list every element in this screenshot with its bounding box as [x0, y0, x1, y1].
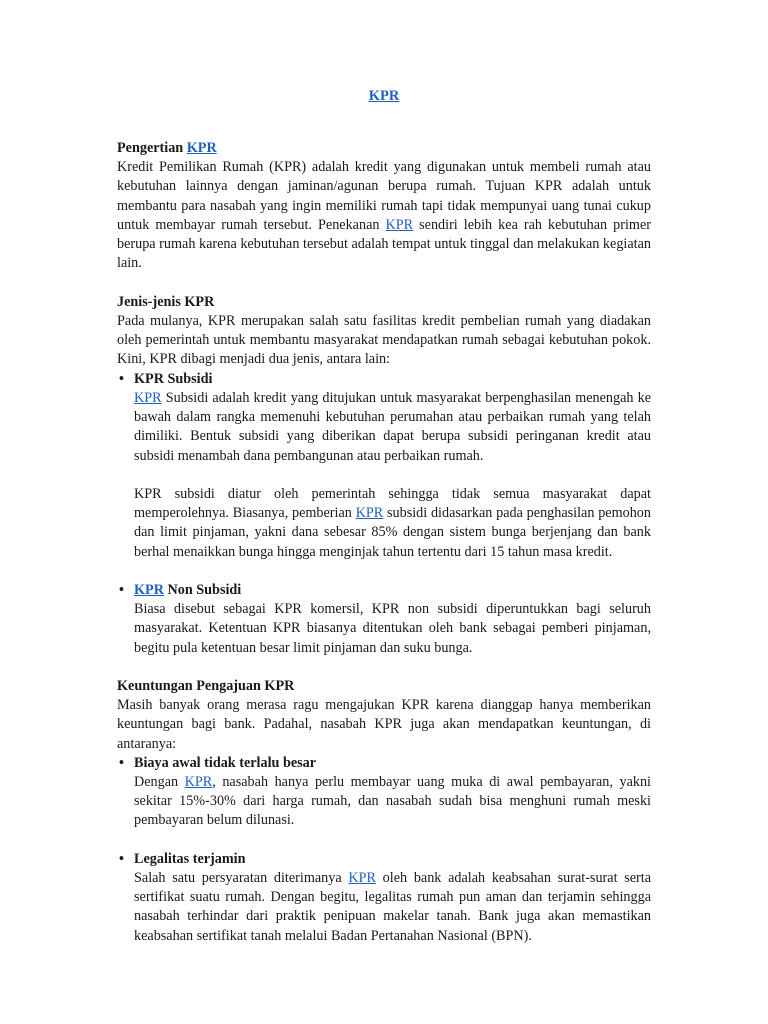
paragraph: [117, 158, 651, 274]
title-text: Non Subsidi: [163, 582, 242, 599]
list-item-body: [134, 389, 651, 562]
bullet-list: [117, 754, 651, 946]
paragraph-text: oleh bank adalah keabsahan surat-surat serta sertifikat suatu rumah. Dengan begitu, legalitas rumah pun aman dan terjamin sehingga nasabah terhindar dari praktik penipuan makelar tanah. Bank juga akan memastikan keabsahan sertifikat tanah melalui Badan Pertanahan Nasional (BPN).: [134, 869, 651, 944]
heading-text: Pengertian: [117, 140, 187, 156]
list-item-title: KPR Subsidi: [134, 370, 213, 387]
paragraph-text: Salah satu persyaratan diterimanya: [134, 869, 349, 886]
list-item-body: [134, 600, 651, 658]
kpr-link[interactable]: KPR: [184, 773, 213, 790]
bullet-icon: •: [119, 754, 124, 771]
paragraph-text: sendiri lebih kea rah kebutuhan primer berupa rumah karena kebutuhan tersebut adalah tempat untuk tinggal dan melakukan kegiatan lain.: [117, 216, 651, 272]
kpr-link[interactable]: KPR: [355, 505, 384, 522]
paragraph-text: Subsidi adalah kredit yang ditujukan untuk masyarakat berpenghasilan menengah ke bawah dalam rangka memenuhi kebutuhan perumahan atau perbaikan rumah yang telah dimiliki. Bentuk subsidi yang diberikan dapat berupa subsidi peringanan kredit atau subsidi menambah dana pembangunan atau perbaikan rumah.: [134, 389, 651, 464]
list-item-body: [134, 869, 651, 946]
document-page: [117, 86, 651, 965]
kpr-link[interactable]: KPR: [385, 216, 414, 233]
paragraph: [134, 869, 651, 946]
section-jenis: [117, 293, 651, 658]
paragraph: Pada mulanya, KPR merupakan salah satu fasilitas kredit pembelian rumah yang diadakan oleh pemerintah untuk membantu masyarakat mendapatkan rumah sebagai kebutuhan pokok. Kini, KPR dibagi menjadi dua jenis, antara lain:: [117, 312, 651, 368]
kpr-link[interactable]: KPR: [348, 869, 376, 886]
list-item-body: [134, 773, 651, 831]
paragraph-text: subsidi didasarkan pada penghasilan pemohon dan limit pinjaman, yakni dana sebesar 85% dengan sistem bunga berjenjang dan bank berhal menaikkan bunga hingga menginjak tahun tertentu dari 15 tahun masa kredit.: [134, 505, 651, 560]
paragraph-text: Kredit Pemilikan Rumah (KPR) adalah kredit yang digunakan untuk membeli rumah atau kebutuhan lainnya dengan jaminan/agunan berupa rumah. Tujuan KPR adalah untuk membantu para nasabah yang ingin memiliki rumah tapi tidak mempunyai uang tunai cukup untuk membayar rumah tersebut. Penekanan: [117, 159, 651, 233]
paragraph-text: KPR subsidi diatur oleh pemerintah sehingga tidak semua masyarakat dapat memperolehnya. Biasanya, pemberian: [134, 485, 651, 522]
document-title: [117, 86, 651, 106]
list-item-title: Biaya awal tidak terlalu besar: [134, 754, 317, 771]
list-item: [117, 581, 651, 658]
paragraph: Biasa disebut sebagai KPR komersil, KPR non subsidi diperuntukkan bagi seluruh masyarakat. Ketentuan KPR biasanya ditentukan oleh bank sebagai pemberi pinjaman, begitu pula ketentuan besar limit pinjaman dan suku bunga.: [134, 601, 651, 656]
kpr-link[interactable]: KPR: [134, 582, 164, 599]
paragraph-text: Dengan: [134, 773, 185, 790]
kpr-link[interactable]: KPR: [134, 389, 162, 406]
list-item: [117, 754, 651, 831]
bullet-icon: •: [119, 582, 124, 599]
paragraph: [134, 389, 651, 466]
section-heading: Keuntungan Pengajuan KPR: [117, 677, 295, 694]
kpr-link[interactable]: KPR: [186, 140, 217, 156]
list-item-title: [134, 581, 651, 600]
paragraph: [134, 773, 651, 831]
bullet-list: [117, 370, 651, 658]
spacer: [134, 466, 651, 485]
paragraph-text: , nasabah hanya perlu membayar uang muka di awal pembayaran, yakni sekitar 15%-30% dari harga rumah, dan nasabah sudah bisa menghuni rumah meski pembayaran belum dilunasi.: [134, 773, 651, 829]
list-item: [117, 370, 651, 562]
list-item-title: Legalitas terjamin: [134, 850, 246, 867]
section-heading: [117, 139, 651, 158]
bullet-icon: •: [119, 850, 124, 867]
list-item: [117, 850, 651, 946]
section-heading: Jenis-jenis KPR: [117, 293, 215, 310]
section-keuntungan: [117, 677, 651, 946]
title-link[interactable]: KPR: [368, 88, 400, 104]
paragraph: Masih banyak orang merasa ragu mengajukan KPR karena dianggap hanya memberikan keuntungan bagi bank. Padahal, nasabah KPR juga akan mendapatkan keuntungan, di antaranya:: [117, 696, 651, 752]
section-pengertian: [117, 139, 651, 274]
paragraph: [134, 485, 651, 562]
bullet-icon: •: [119, 370, 124, 387]
